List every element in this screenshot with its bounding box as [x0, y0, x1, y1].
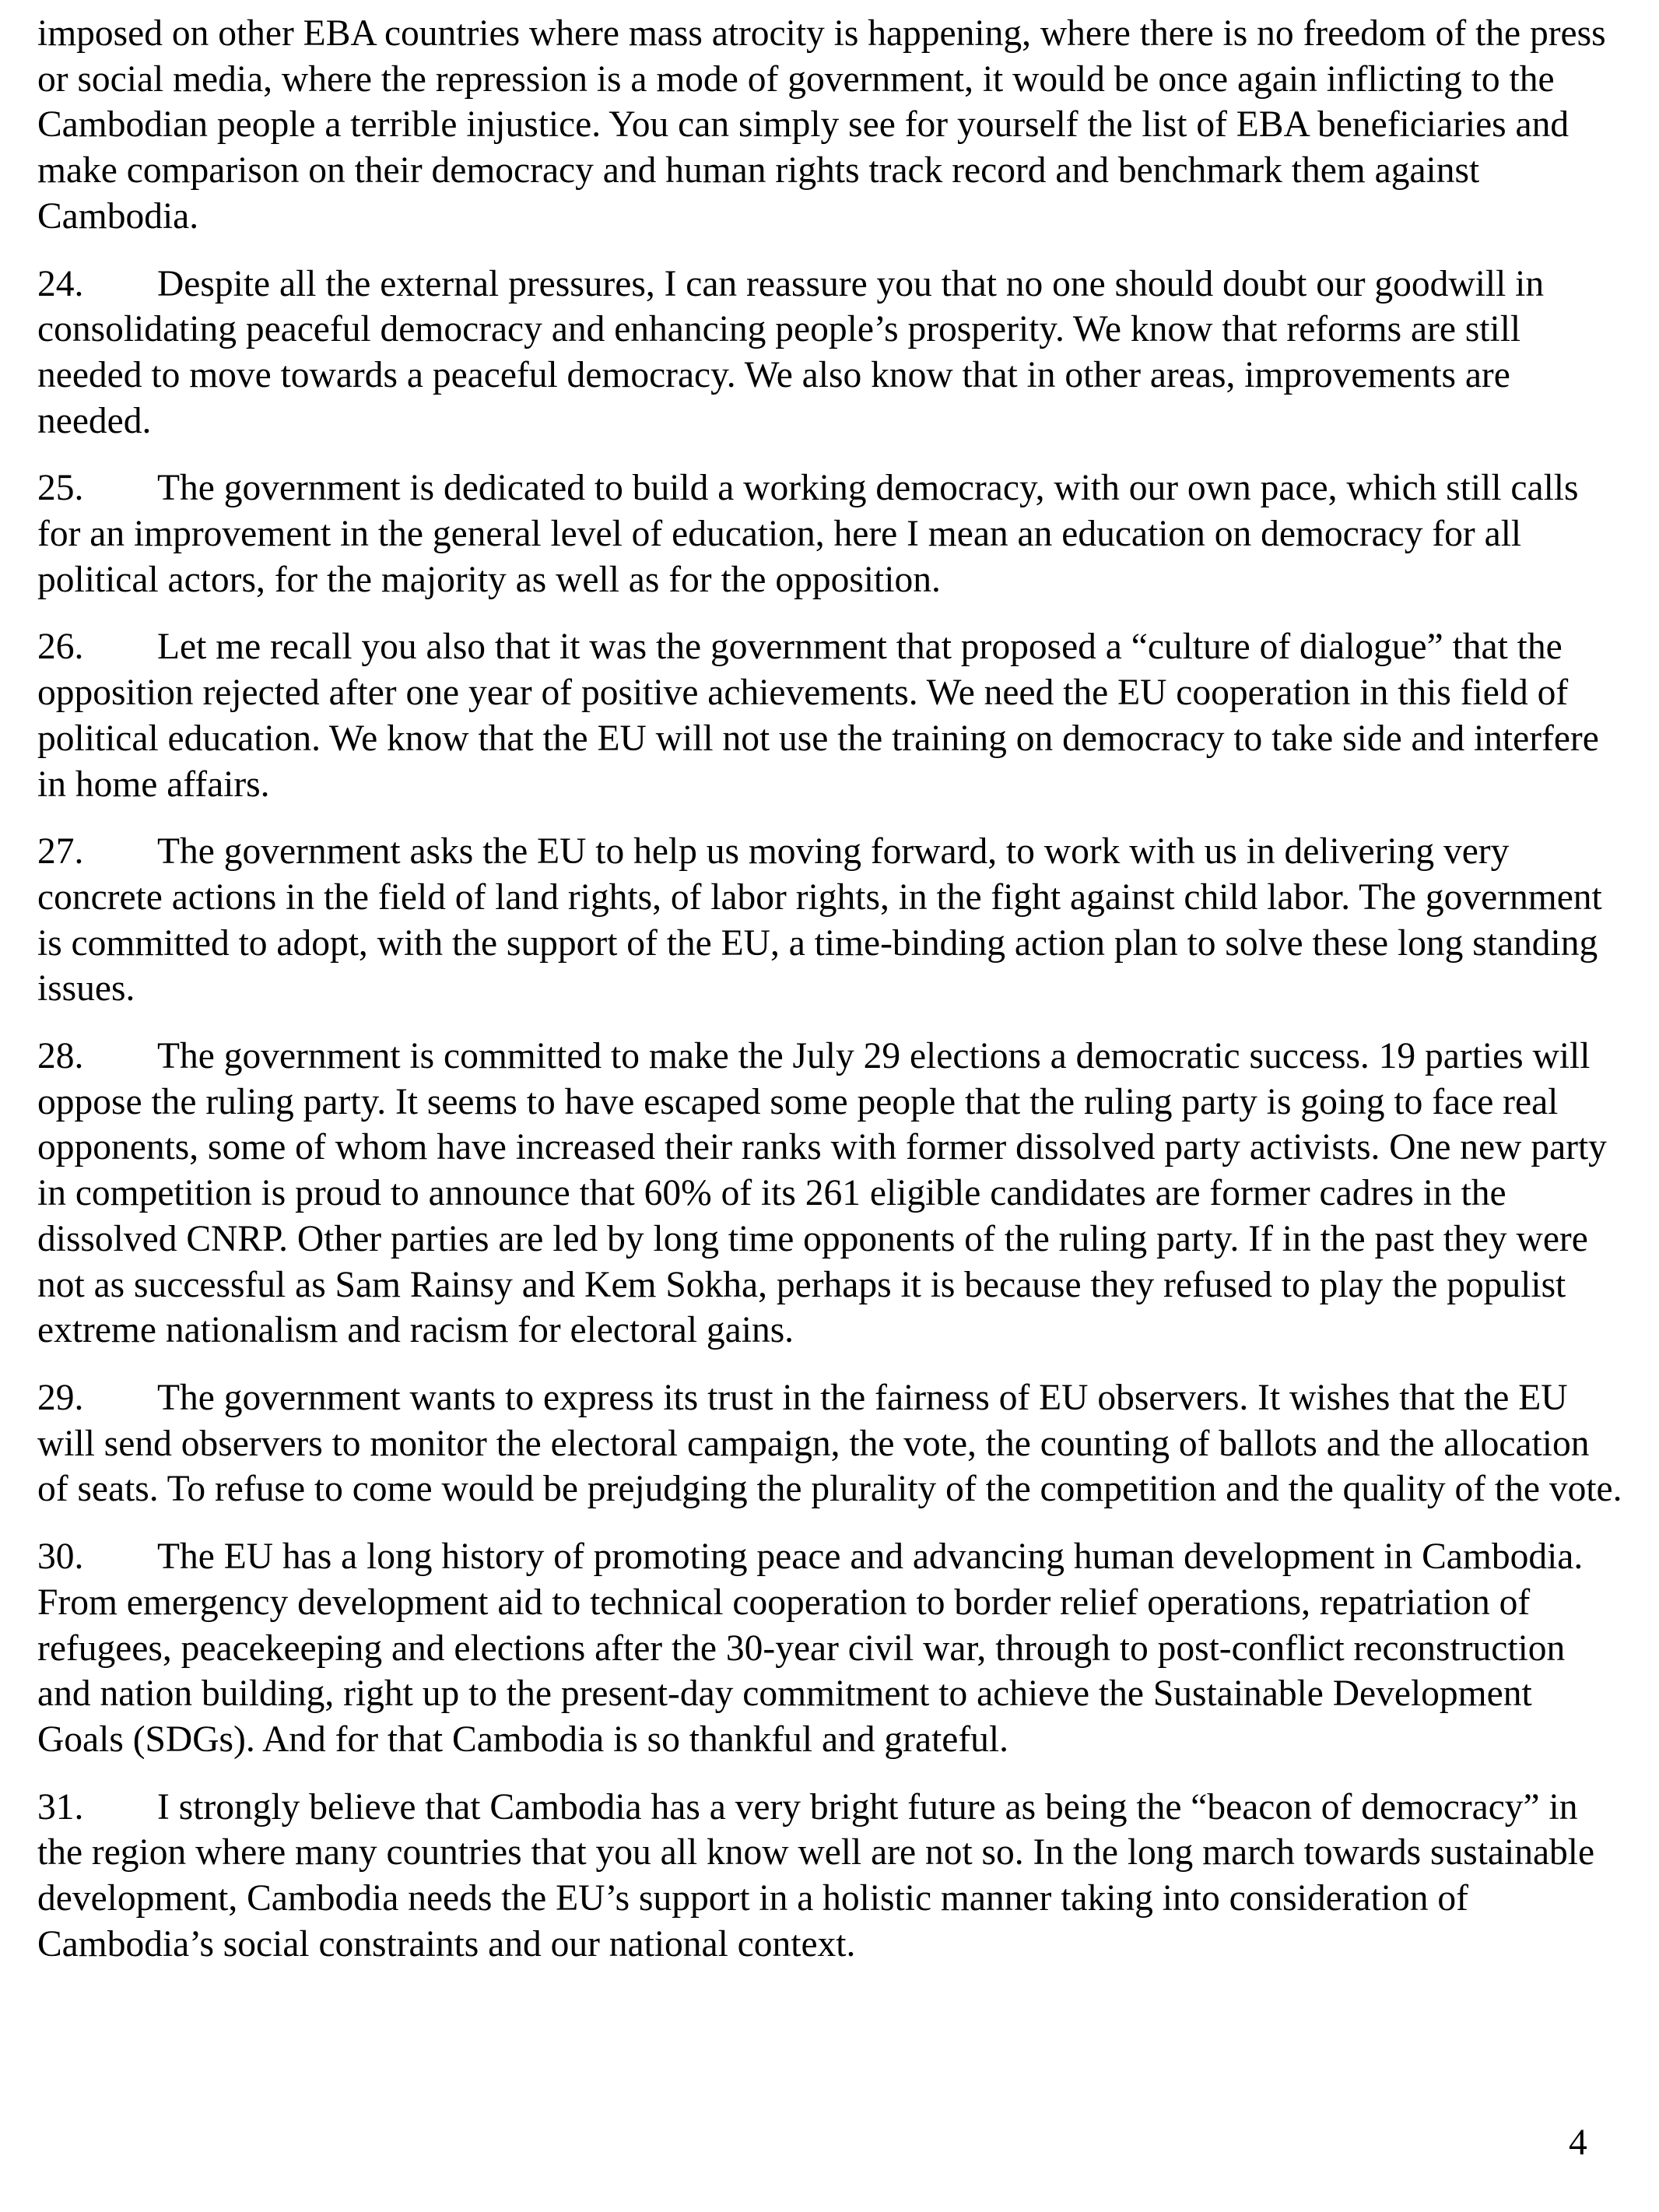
- paragraph-text: The government is committed to make the July 29 elections a democratic success. 19 parties will oppose the ruling party. It seems to have escaped some people that the ruling party is going to face real opponents, some of whom have increased their ranks with former dissolved party activists. One new party in competition is proud to announce that 60% of its 261 eligible candidates are former cadres in the dissolved CNRP. Other parties are led by long time opponents of the ruling party. If in the past they were not as successful as Sam Rainsy and Kem Sokha, perhaps it is because they refused to play the populist extreme nationalism and racism for electoral gains.: [37, 1036, 1607, 1351]
- paragraph-continued: [37, 11, 1625, 240]
- paragraph-number: 26.: [37, 627, 84, 668]
- paragraph-text: Despite all the external pressures, I can reassure you that no one should doubt our goodwill in consolidating peaceful democracy and enhancing people’s prosperity. We know that reforms are still needed to move towards a peaceful democracy. We also know that in other areas, improvements are needed.: [37, 263, 1545, 441]
- paragraph-number: 30.: [37, 1536, 84, 1578]
- paragraph-text: The government wants to express its trust in the fairness of EU observers. It wishes that the EU will send observers to monitor the electoral campaign, the vote, the counting of ballots and the allocation of seats. To refuse to come would be prejudging the plurality of the competition and the quality of the vote.: [37, 1377, 1622, 1510]
- paragraph-number: 31.: [37, 1786, 84, 1828]
- paragraph-number: 29.: [37, 1377, 84, 1418]
- paragraph-text: imposed on other EBA countries where mass atrocity is happening, where there is no freedom of the press or social media, where the repression is a mode of government, it would be once again inflicting to the Cambodian people a terrible injustice. You can simply see for yourself the list of EBA beneficiaries and make comparison on their democracy and human rights track record and benchmark them against Cambodia.: [37, 13, 1606, 237]
- paragraph-text: I strongly believe that Cambodia has a very bright future as being the “beacon of democracy” in the region where many countries that you all know well are not so. In the long march towards sustainable development, Cambodia needs the EU’s support in a holistic manner taking into consideration of Cambodia’s social constraints and our national context.: [37, 1786, 1595, 1964]
- page-number: 4: [1569, 2122, 1587, 2163]
- paragraph-25: [37, 465, 1625, 602]
- paragraph-number: 28.: [37, 1036, 84, 1077]
- paragraph-27: [37, 829, 1625, 1012]
- paragraph-31: [37, 1785, 1625, 1968]
- paragraph-number: 25.: [37, 468, 84, 509]
- paragraph-24: [37, 262, 1625, 444]
- paragraph-text: The government asks the EU to help us moving forward, to work with us in delivering very concrete actions in the field of land rights, of labor rights, in the fight against child labor. The government is committed to adopt, with the support of the EU, a time-binding action plan to solve these long standing issues.: [37, 831, 1602, 1009]
- paragraph-30: [37, 1534, 1625, 1763]
- paragraph-text: The government is dedicated to build a working democracy, with our own pace, which still calls for an improvement in the general level of education, here I mean an education on democracy for all political actors, for the majority as well as for the opposition.: [37, 468, 1579, 600]
- paragraph-29: [37, 1375, 1625, 1512]
- paragraph-28: [37, 1034, 1625, 1354]
- document-page: [37, 11, 1625, 1989]
- paragraph-26: [37, 624, 1625, 807]
- paragraph-text: Let me recall you also that it was the government that proposed a “culture of dialogue” that the opposition rejected after one year of positive achievements. We need the EU cooperation in this field of political education. We know that the EU will not use the training on democracy to take side and interfere in home affairs.: [37, 627, 1599, 805]
- paragraph-text: The EU has a long history of promoting peace and advancing human development in Cambodia. From emergency development aid to technical cooperation to border relief operations, repatriation of refugees, peacekeeping and elections after the 30-year civil war, through to post-conflict reconstruction and nation building, right up to the present-day commitment to achieve the Sustainable Development Goals (SDGs). And for that Cambodia is so thankful and grateful.: [37, 1536, 1584, 1760]
- paragraph-number: 27.: [37, 831, 84, 873]
- paragraph-number: 24.: [37, 263, 84, 304]
